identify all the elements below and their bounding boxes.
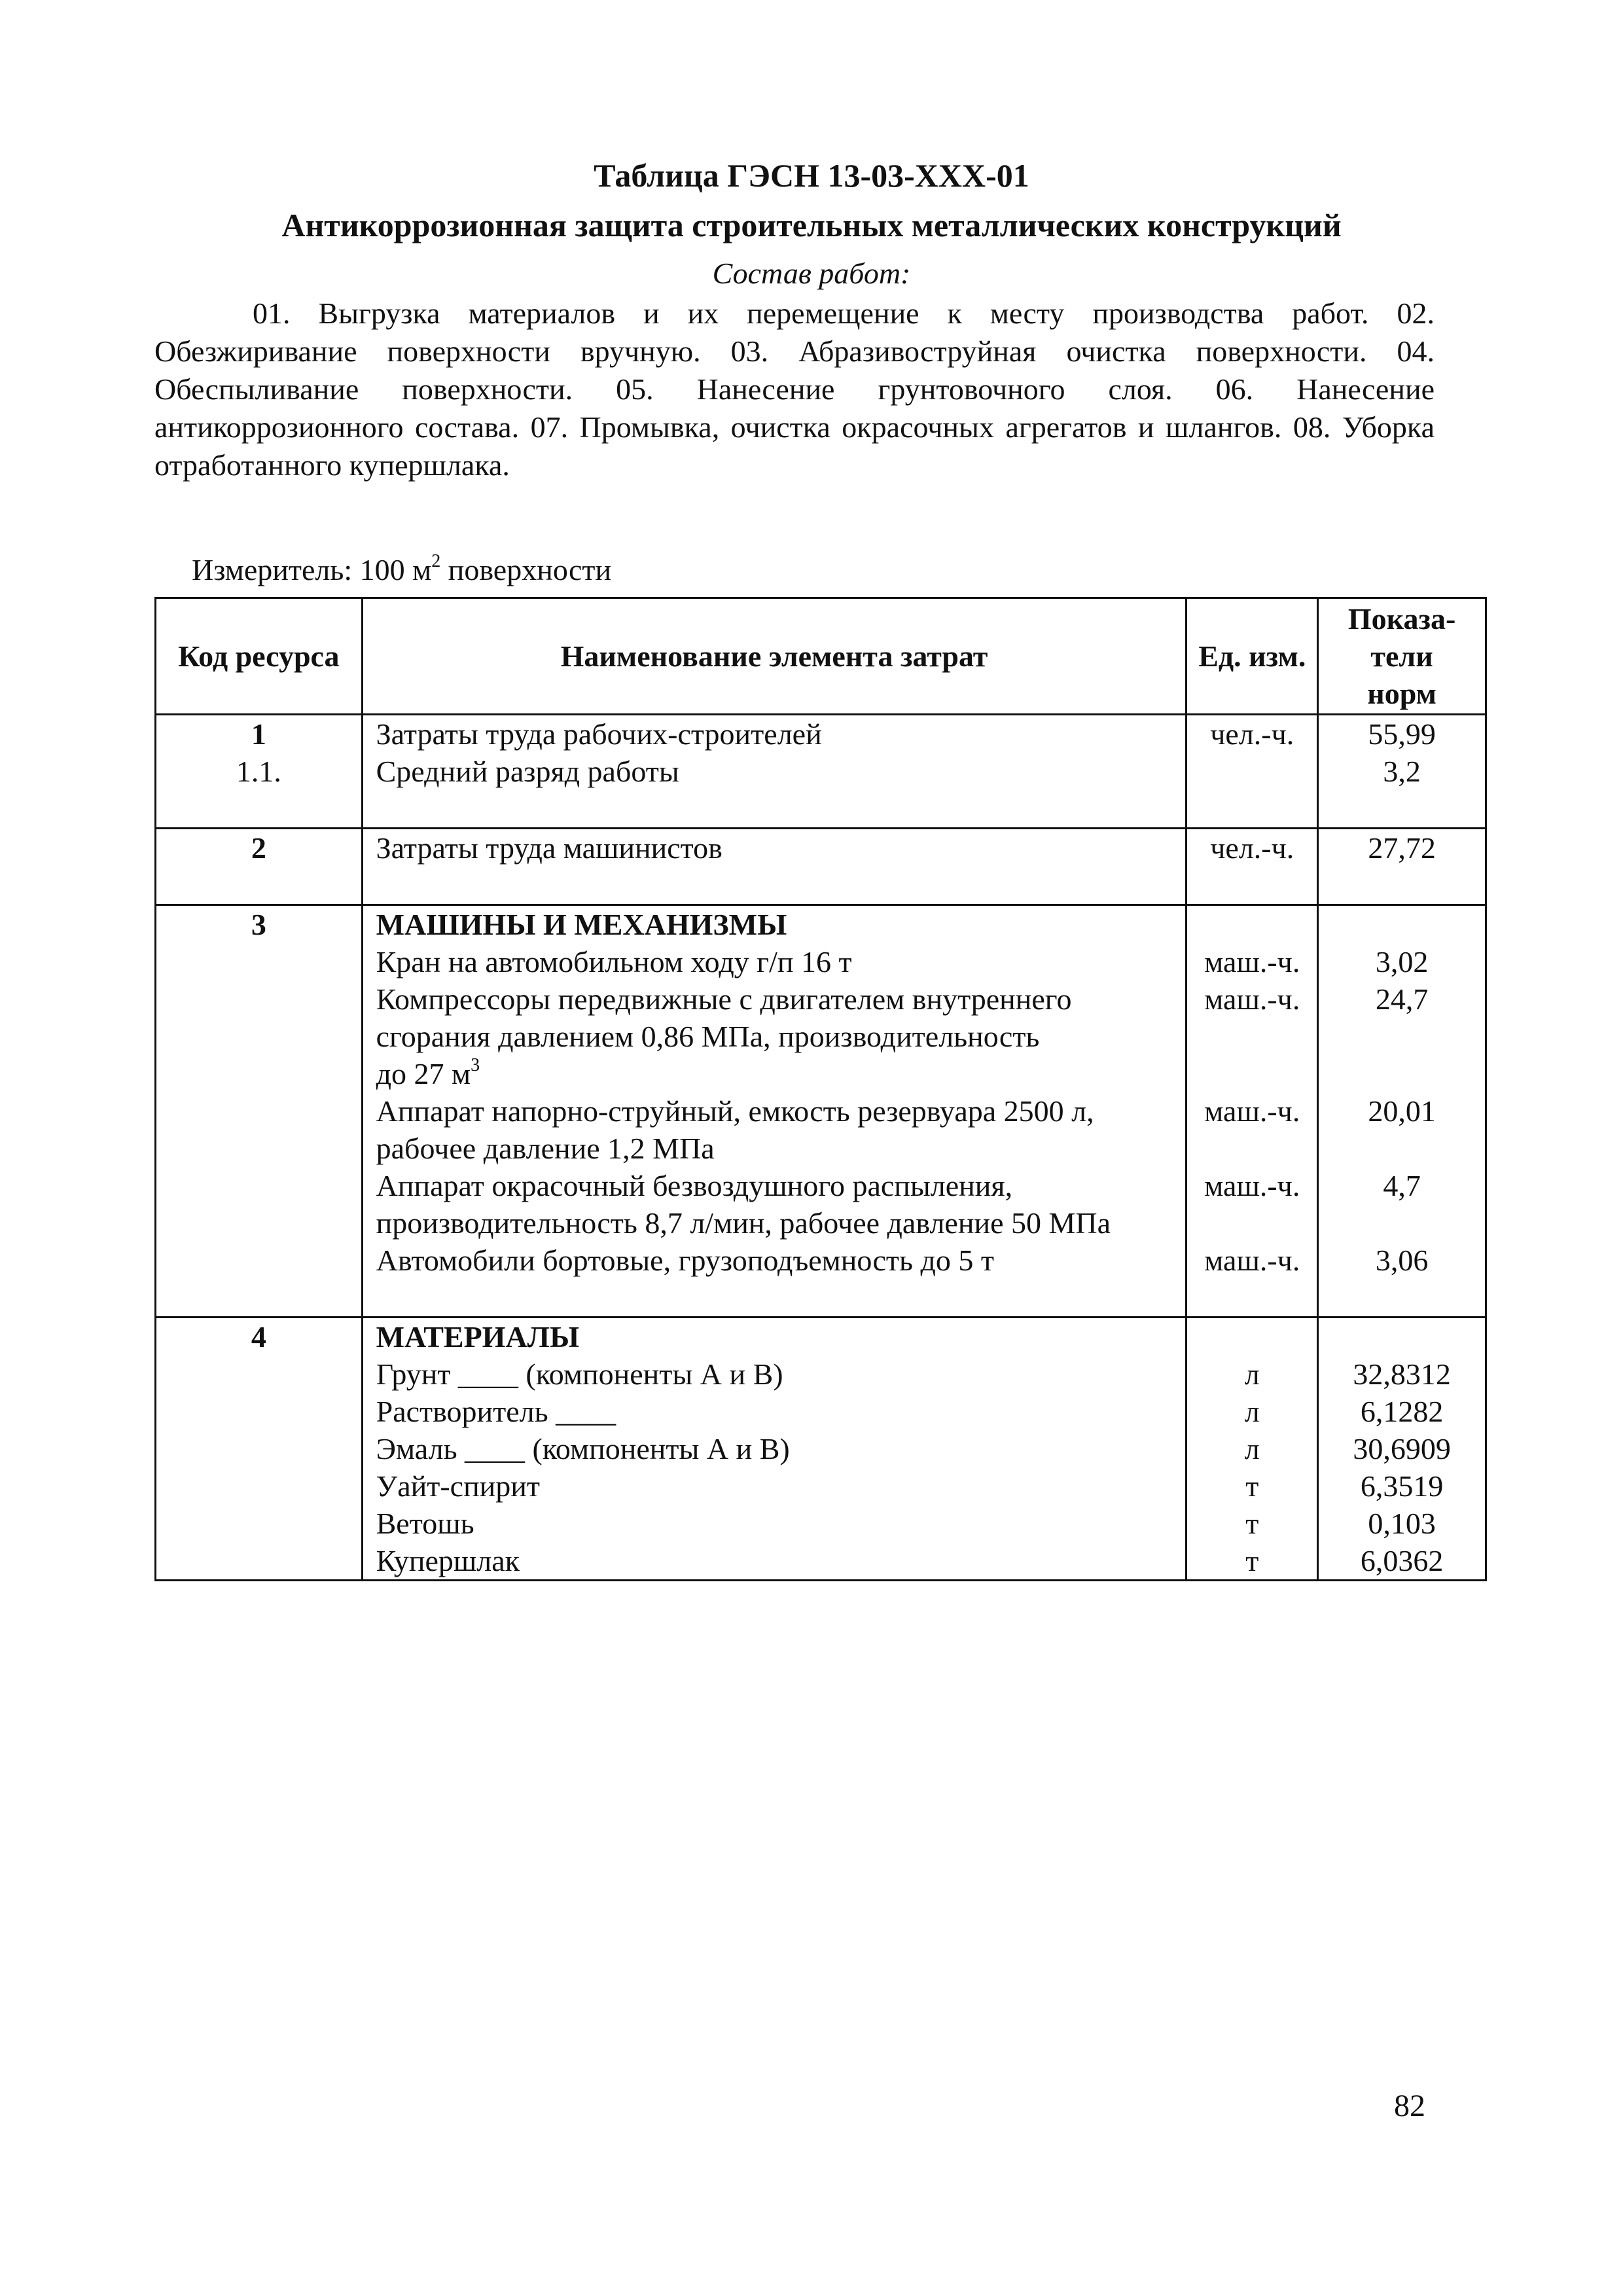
group-unit-cell	[1186, 715, 1318, 829]
group-code-cell	[156, 715, 363, 829]
unit-value: т	[1245, 1507, 1259, 1540]
group-name-cell	[362, 715, 1186, 829]
group-value-cell	[1318, 905, 1486, 1318]
group-name-cell	[362, 1318, 1186, 1581]
measure-superscript: 2	[431, 551, 441, 571]
cost-element-name: Компрессоры передвижные с двигателем внутреннего	[376, 982, 1072, 1016]
material-name: Купершлак	[376, 1544, 520, 1577]
unit-value: маш.-ч.	[1204, 1169, 1300, 1202]
section-title: МАТЕРИАЛЫ	[376, 1320, 580, 1354]
cost-element-name: Автомобили бортовые, грузоподъемность до 5 т	[376, 1244, 995, 1277]
norm-value: 55,99	[1368, 717, 1436, 751]
resource-code: 3	[251, 908, 266, 941]
group-name-cell	[362, 829, 1186, 905]
header-value-line: норм	[1367, 677, 1436, 710]
cost-element-name-part: до 27 м	[376, 1057, 471, 1090]
unit-value: маш.-ч.	[1204, 1094, 1300, 1128]
group-unit-cell	[1186, 905, 1318, 1318]
table-header-row	[156, 598, 1486, 715]
table-row-group-4	[156, 1318, 1486, 1581]
norm-value: 4,7	[1383, 1169, 1421, 1202]
cost-element-name	[376, 1055, 1178, 1092]
norm-value: 3,2	[1383, 755, 1421, 788]
norm-value: 6,1282	[1360, 1395, 1444, 1428]
group-unit-cell	[1186, 1318, 1318, 1581]
cost-element-name: производительность 8,7 л/мин, рабочее давление 50 МПа	[376, 1206, 1111, 1240]
page-number: 82	[1394, 2089, 1425, 2123]
cost-element-name: Затраты труда рабочих-строителей	[376, 717, 822, 751]
cost-element-name: Затраты труда машинистов	[376, 831, 722, 865]
page-subtitle: Антикоррозионная защита строительных металлических конструкций	[281, 207, 1342, 243]
group-code-cell	[156, 905, 363, 1318]
unit-value: маш.-ч.	[1204, 945, 1300, 978]
header-value-line: тели	[1370, 639, 1433, 673]
header-name: Наименование элемента затрат	[362, 598, 1186, 715]
page-title: Таблица ГЭСН 13-03-ХХХ-01	[594, 157, 1029, 194]
table-row-group-3	[156, 905, 1486, 1318]
measure-prefix: Измеритель: 100 м	[192, 553, 432, 586]
cost-element-name: сгорания давлением 0,86 МПа, производительность	[376, 1020, 1040, 1053]
norm-value: 30,6909	[1353, 1432, 1451, 1465]
table-row-group-2	[156, 829, 1486, 905]
section-title: МАШИНЫ И МЕХАНИЗМЫ	[376, 908, 787, 941]
norm-value: 3,06	[1375, 1244, 1429, 1277]
material-name: Грунт ____ (компоненты А и В)	[376, 1357, 783, 1391]
header-value	[1318, 598, 1486, 715]
group-name-cell	[362, 905, 1186, 1318]
resource-subcode: 1.1.	[236, 755, 281, 788]
group-value-cell	[1318, 1318, 1486, 1581]
norm-value: 6,3519	[1360, 1469, 1444, 1503]
unit-value: чел.-ч.	[1210, 717, 1294, 751]
header-code: Код ресурса	[156, 598, 363, 715]
cubic-superscript: 3	[471, 1055, 480, 1075]
norm-value: 27,72	[1368, 831, 1436, 865]
material-name: Эмаль ____ (компоненты А и В)	[376, 1432, 790, 1465]
cost-element-name: Аппарат напорно-струйный, емкость резервуара 2500 л,	[376, 1094, 1094, 1128]
unit-value: л	[1244, 1432, 1260, 1465]
resource-code: 1	[251, 717, 266, 751]
unit-value: маш.-ч.	[1204, 1244, 1300, 1277]
unit-value: чел.-ч.	[1210, 831, 1294, 865]
group-code-cell	[156, 1318, 363, 1581]
group-value-cell	[1318, 715, 1486, 829]
header-value-line: Показа-	[1347, 602, 1456, 636]
header-unit: Ед. изм.	[1186, 598, 1318, 715]
unit-value: л	[1244, 1357, 1260, 1391]
norms-table	[154, 597, 1487, 1581]
measure-suffix: поверхности	[440, 553, 612, 586]
group-value-cell	[1318, 829, 1486, 905]
group-code-cell	[156, 829, 363, 905]
group-unit-cell	[1186, 829, 1318, 905]
material-name: Ветошь	[376, 1507, 474, 1540]
cost-element-name: Аппарат окрасочный безвоздушного распыления,	[376, 1169, 1013, 1202]
norm-value: 24,7	[1375, 982, 1429, 1016]
resource-code: 2	[251, 831, 266, 865]
unit-value: л	[1244, 1395, 1260, 1428]
resource-code: 4	[251, 1320, 266, 1354]
norm-value: 6,0362	[1360, 1544, 1444, 1577]
unit-value: маш.-ч.	[1204, 982, 1300, 1016]
work-composition-text: 01. Выгрузка материалов и их перемещение к месту производства работ. 02. Обезжиривание поверхности вручную. 03. Абразивоструйная очистка поверхности. 04. Обеспыливание поверхности. 05. Нанесение грунтовочного слоя. 06. Нанесение антикоррозионного состава. 07. Промывка, очистка окрасочных агрегатов и шлангов. 08. Уборка отработанного купершлака.	[154, 296, 1435, 482]
unit-value: т	[1245, 1544, 1259, 1577]
cost-element-name: Средний разряд работы	[376, 755, 679, 788]
work-composition-heading: Состав работ:	[712, 257, 911, 290]
norm-value: 3,02	[1375, 945, 1429, 978]
table-row-group-1	[156, 715, 1486, 829]
cost-element-name: Кран на автомобильном ходу г/п 16 т	[376, 945, 852, 978]
unit-value: т	[1245, 1469, 1259, 1503]
cost-element-name: рабочее давление 1,2 МПа	[376, 1132, 715, 1165]
material-name: Растворитель ____	[376, 1395, 616, 1428]
norm-value: 20,01	[1368, 1094, 1436, 1128]
measure-unit	[192, 552, 611, 588]
material-name: Уайт-спирит	[376, 1469, 541, 1503]
norm-value: 0,103	[1368, 1507, 1436, 1540]
norm-value: 32,8312	[1353, 1357, 1451, 1391]
